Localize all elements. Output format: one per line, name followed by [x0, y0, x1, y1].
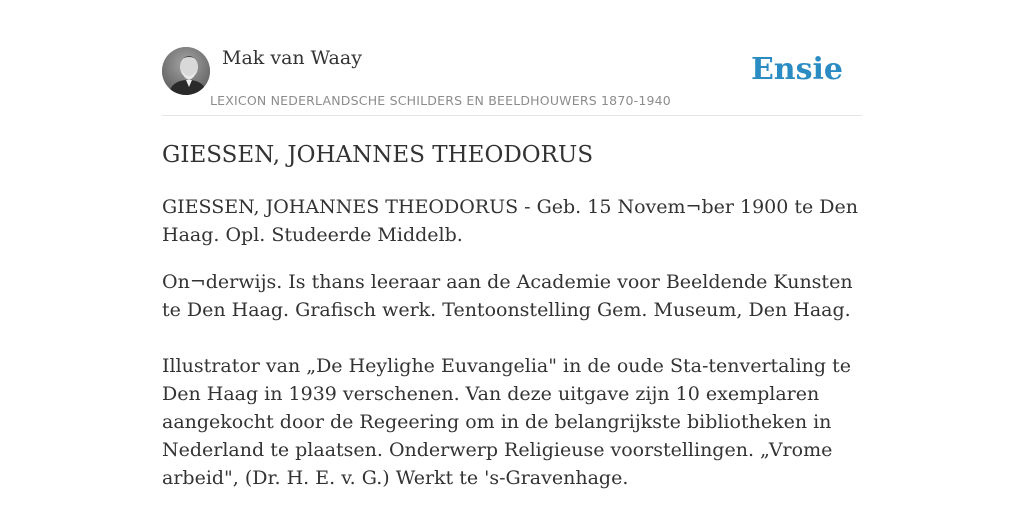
article-paragraph: GIESSEN, JOHANNES THEODORUS - Geb. 15 Novem¬ber 1900 te Den Haag. Opl. Studeerde Middelb. — [162, 196, 859, 246]
author-avatar[interactable] — [162, 47, 210, 95]
header-divider — [162, 115, 862, 116]
article-title: GIESSEN, JOHANNES THEODORUS — [162, 142, 594, 168]
author-portrait-image — [162, 47, 210, 95]
ensie-logo-link[interactable]: Ensie — [750, 52, 843, 87]
article-paragraph: Illustrator van „De Heylighe Euvangelia" in de oude Sta-tenvertaling te Den Haag in 1939 verschenen. Van deze uitgave zijn 10 exemplaren aangekocht door de Regeering om in de belangrijkste bibliotheken in Nederland te plaatsen. Onderwerp Religieuse voorstellingen. „Vrome arbeid", (Dr. H. E. v. G.) Werkt te 's-Gravenhage. — [162, 355, 851, 489]
article-body — [162, 193, 864, 492]
author-name[interactable]: Mak van Waay — [222, 47, 362, 69]
lexicon-title[interactable]: LEXICON NEDERLANDSCHE SCHILDERS EN BEELDHOUWERS 1870-1940 — [210, 93, 671, 108]
article-paragraph: On¬derwijs. Is thans leeraar aan de Academie voor Beeldende Kunsten te Den Haag. Grafisch werk. Tentoonstelling Gem. Museum, Den Haag. — [162, 271, 853, 321]
